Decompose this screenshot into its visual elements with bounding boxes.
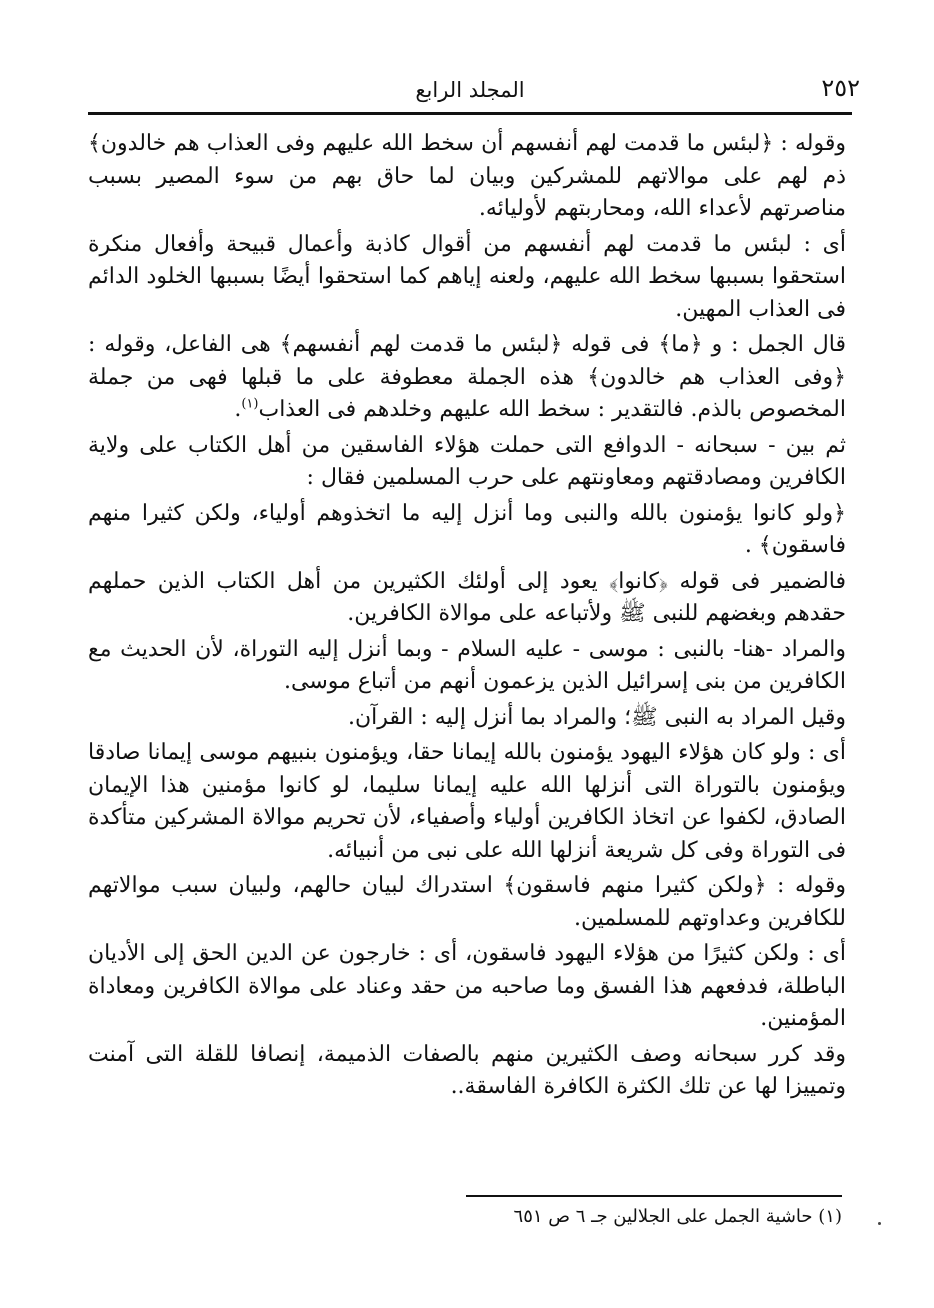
paragraph-9: أى : ولو كان هؤلاء اليهود يؤمنون بالله إيمانا حقا، ويؤمنون بنبيهم موسى إيمانا صادقا ويؤمنون بالتوراة التى أنزلها الله عليه إيمانا سليما، لو كانوا مؤمنين هذا الإيمان الصادق، لكفوا عن اتخاذ الكافرين أولياء وأصفياء، لأن تحريم موالاة المشركين متأكدة فى التوراة وفى كل شريعة أنزلها الله على نبى من أنبيائه. <box>88 740 846 863</box>
volume-title: المجلد الرابع <box>415 78 525 102</box>
paragraph-4: ثم بين - سبحانه - الدوافع التى حملت هؤلاء الفاسقين من أهل الكتاب على ولاية الكافرين ومصادقتهم ومعاونتهم على حرب المسلمين فقال : <box>88 432 846 490</box>
paragraph-8: وقيل المراد به النبى ﷺ؛ والمراد بما أنزل إليه : القرآن. <box>348 704 846 730</box>
footnote-rule <box>466 1195 842 1197</box>
paragraph-2: أى : لبئس ما قدمت لهم أنفسهم من أقوال كاذبة وأعمال قبيحة وأفعال منكرة استحقوا بسببها سخط الله عليهم، ولعنه إياهم كما استحقوا أيضًا بسببها الخلود الدائم فى العذاب المهين. <box>88 231 846 322</box>
body-text <box>88 128 846 1107</box>
paragraph-3: قال الجمل : و ﴿ما﴾ فى قوله ﴿لبئس ما قدمت لهم أنفسهم﴾ هى الفاعل، وقوله : ﴿وفى العذاب هم خالدون﴾ هذه الجملة معطوفة على ما قبلها فهى من جملة المخصوص بالذم. فالتقدير : سخط الله عليهم وخلدهم فى العذاب$^{(١)}$. <box>88 332 846 422</box>
footnote-marker[interactable]: (١) <box>241 396 259 412</box>
paragraph-1: وقوله : ﴿لبئس ما قدمت لهم أنفسهم أن سخط الله عليهم وفى العذاب هم خالدون﴾ ذم لهم على موالاتهم للمشركين وبيان لما حاق بهم من سوء المصير بسبب مناصرتهم لأعداء الله، ومحاربتهم لأوليائه. <box>88 131 846 221</box>
footnote: (١) حاشية الجمل على الجلالين جـ ٦ ص ٦٥١ <box>513 1206 842 1227</box>
header-rule <box>88 112 852 115</box>
page-number: ٢٥٢ <box>821 74 860 102</box>
paragraph-6: فالضمير فى قوله ﴿كانوا﴾ يعود إلى أولئك الكثيرين من أهل الكتاب الذين حملهم حقدهم وبغضهم للنبى ﷺ ولأتباعه على موالاة الكافرين. <box>88 568 846 626</box>
paragraph-12: وقد كرر سبحانه وصف الكثيرين منهم بالصفات الذميمة، إنصافا للقلة التى آمنت وتمييزا لها عن تلك الكثرة الكافرة الفاسقة.. <box>88 1041 846 1099</box>
scan-speck <box>878 1222 881 1225</box>
paragraph-7: والمراد -هنا- بالنبى : موسى - عليه السلام - وبما أنزل إليه التوراة، لأن الحديث مع الكافرين من بنى إسرائيل الذين يزعمون أنهم من أتباع موسى. <box>88 636 846 694</box>
paragraph-3-text: قال الجمل : و ﴿ما﴾ فى قوله ﴿لبئس ما قدمت لهم أنفسهم﴾ هى الفاعل، وقوله : ﴿وفى العذاب هم خالدون﴾ هذه الجملة معطوفة على ما قبلها فهى من جملة المخصوص بالذم. فالتقدير : سخط الله عليهم وخلدهم فى العذاب <box>88 332 846 422</box>
paragraph-11: أى : ولكن كثيرًا من هؤلاء اليهود فاسقون، أى : خارجون عن الدين الحق إلى الأديان الباطلة، فدفعهم هذا الفسق وما صاحبه من حقد وعناد على موالاة الكافرين ومعاداة المؤمنين. <box>88 941 846 1031</box>
paragraph-5: ﴿ولو كانوا يؤمنون بالله والنبى وما أنزل إليه ما اتخذوهم أولياء، ولكن كثيرا منهم فاسقون﴾ . <box>88 500 846 558</box>
paragraph-10: وقوله : ﴿ولكن كثيرا منهم فاسقون﴾ استدراك لبيان حالهم، ولبيان سبب موالاتهم للكافرين وعداوتهم للمسلمين. <box>88 873 846 931</box>
